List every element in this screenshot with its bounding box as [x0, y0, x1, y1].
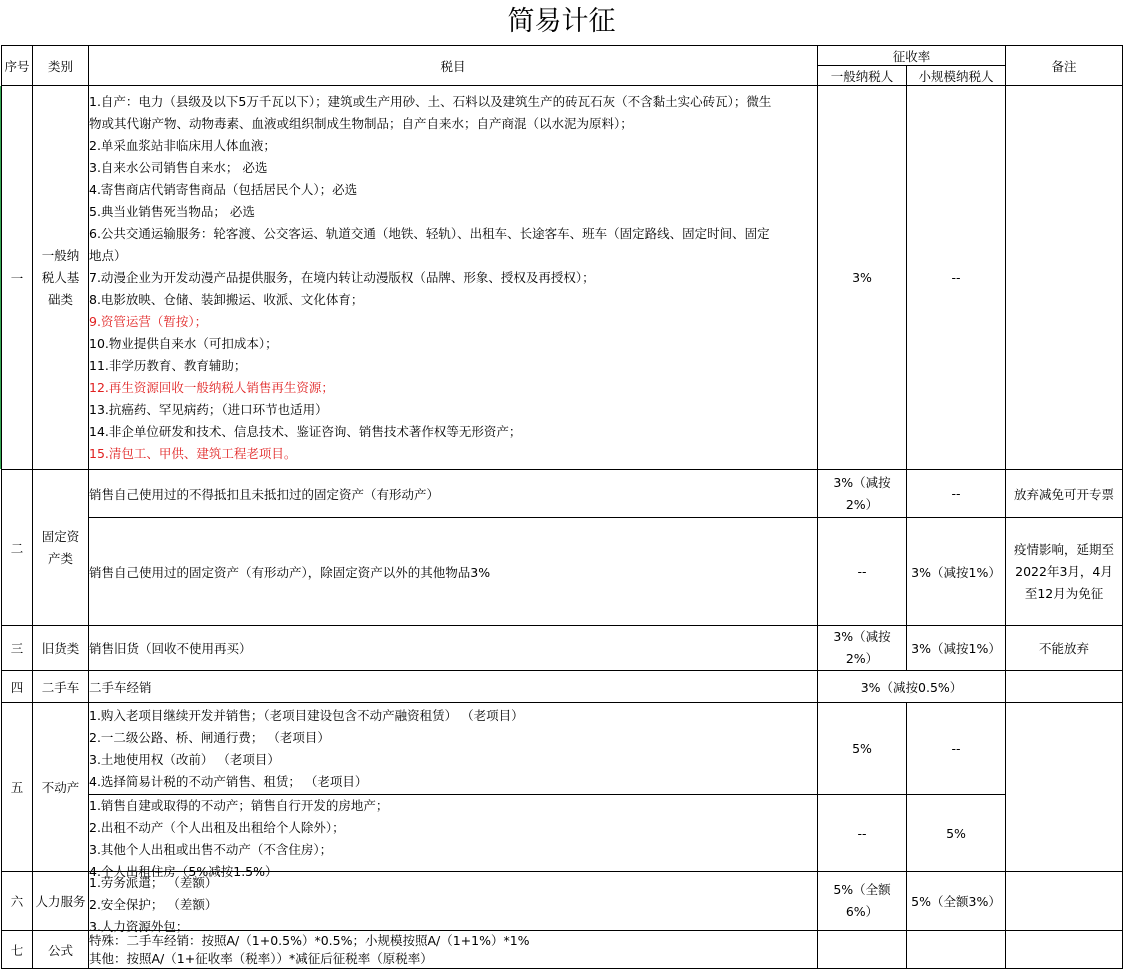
row1-small-rate[interactable]: -- — [907, 86, 1006, 470]
row5a-line-2: 2.一二级公路、桥、闸通行费； （老项目） — [89, 729, 330, 745]
row6-line-3: 3.人力资源外包； — [89, 919, 189, 934]
row1-line-11: 9.资管运营（暂按）； — [89, 313, 208, 329]
row5a-line-1: 1.购入老项目继续开发并销售；（老项目建设包含不动产融资租赁） （老项目） — [89, 707, 524, 723]
row1-line-12: 10.物业提供自来水（可扣成本）； — [89, 335, 278, 351]
row6-category[interactable]: 人力服务 — [33, 872, 89, 931]
row5a-line-3: 3.土地使用权（改前） （老项目） — [89, 751, 280, 767]
row1-general-rate[interactable]: 3% — [818, 86, 907, 470]
row2a-item[interactable]: 销售自己使用过的不得抵扣且未抵扣过的固定资产（有形动产） — [89, 470, 818, 518]
row1-line-9: 7.动漫企业为开发动漫产品提供服务，在境内转让动漫版权（品牌、形象、授权及再授权）； — [89, 269, 595, 285]
row4-seq[interactable]: 四 — [2, 671, 33, 703]
row2b-general-rate[interactable]: -- — [818, 518, 907, 626]
row1-line-15: 13.抗癌药、罕见病药；（进口环节也适用） — [89, 401, 328, 417]
row6-items[interactable] — [89, 872, 818, 934]
row2b-item[interactable]: 销售自己使用过的固定资产（有形动产），除固定资产以外的其他物品3% — [89, 518, 818, 626]
row5b-line-2: 2.出租不动产（个人出租及出租给个人除外）； — [89, 820, 345, 835]
row3-small-rate[interactable]: 3%（减按1%） — [907, 626, 1006, 671]
row7-remark[interactable] — [1006, 931, 1123, 969]
row5b-items[interactable] — [89, 795, 818, 879]
row7-small-rate[interactable] — [907, 931, 1006, 969]
row3-general-rate-line2: 2%） — [845, 651, 879, 666]
row2-category-text: 固定资产类 — [41, 528, 80, 566]
row6-line-2: 2.安全保护； （差额） — [89, 897, 218, 912]
row4-item[interactable]: 二手车经销 — [89, 671, 818, 703]
row5b-general-rate[interactable]: -- — [818, 795, 907, 872]
row1-line-8: 地点） — [89, 247, 127, 263]
row7-line-2: 其他：按照A/（1+征收率（税率））*减征后征税率（原税率） — [89, 950, 433, 966]
row1-line-1: 1.自产：电力（县级及以下5万千瓦以下）；建筑或生产用砂、土、石料以及建筑生产的砖瓦石灰（不含黏土实心砖瓦）；微生 — [89, 93, 772, 109]
row1-remark[interactable] — [1006, 86, 1123, 470]
row2b-remark-line3: 至12月为免征 — [1024, 585, 1104, 601]
row5a-items[interactable] — [89, 703, 818, 795]
row5-seq[interactable]: 五 — [2, 703, 33, 872]
row5b-line-3: 3.其他个人出租或出售不动产（不含住房）； — [89, 842, 333, 857]
row1-line-5: 4.寄售商店代销寄售商品（包括居民个人）；必选 — [89, 181, 358, 197]
row4-category[interactable]: 二手车 — [33, 671, 89, 703]
row1-line-14: 12.再生资源回收一般纳税人销售再生资源； — [89, 379, 334, 395]
row7-formula[interactable] — [89, 931, 818, 969]
row7-general-rate[interactable] — [818, 931, 907, 969]
row1-category[interactable] — [33, 86, 89, 470]
row2-category[interactable] — [33, 470, 89, 626]
header-general-taxpayer[interactable]: 一般纳税人 — [818, 66, 907, 86]
row3-remark[interactable]: 不能放弃 — [1006, 626, 1123, 671]
row6-line-1: 1.劳务派遣； （差额） — [89, 875, 218, 890]
sheet-title: 简易计征 — [507, 6, 616, 37]
row2b-remark-line1: 疫情影响，延期至 — [1014, 541, 1115, 557]
row2a-general-rate-line2: 2%） — [845, 496, 879, 512]
header-category[interactable]: 类别 — [33, 46, 89, 86]
row5b-small-rate[interactable]: 5% — [907, 795, 1006, 872]
row6-small-rate[interactable]: 5%（全额3%） — [907, 872, 1006, 931]
header-item[interactable]: 税目 — [89, 46, 818, 86]
row1-line-7: 6.公共交通运输服务：轮客渡、公交客运、轨道交通（地铁、轻轨）、出租车、长途客车、班车（固定路线、固定时间、固定 — [89, 225, 770, 241]
row2b-remark-line2: 2022年3月，4月 — [1015, 563, 1113, 579]
row5b-line-1: 1.销售自建或取得的不动产；销售自行开发的房地产； — [89, 798, 389, 813]
row5a-small-rate[interactable]: -- — [907, 703, 1006, 795]
row3-category[interactable]: 旧货类 — [33, 626, 89, 671]
row5a-line-4: 4.选择简易计税的不动产销售、租赁； （老项目） — [89, 773, 368, 789]
row2-seq[interactable]: 二 — [2, 470, 33, 626]
row4-remark[interactable] — [1006, 671, 1123, 703]
row1-category-text: 一般纳税人基础类 — [41, 247, 80, 307]
row6-seq[interactable]: 六 — [2, 872, 33, 931]
row2b-small-rate[interactable]: 3%（减按1%） — [907, 518, 1006, 626]
row1-line-3: 2.单采血浆站非临床用人体血液； — [89, 137, 276, 153]
row7-line-1: 特殊：二手车经销：按照A/（1+0.5%）*0.5%；小规模按照A/（1+1%）*1% — [89, 932, 530, 948]
row1-items[interactable] — [89, 86, 818, 470]
row5a-general-rate[interactable]: 5% — [818, 703, 907, 795]
row5b-line-4: 4.个人出租住房（5%减按1.5%） — [89, 864, 278, 879]
row3-seq[interactable]: 三 — [2, 626, 33, 671]
header-small-taxpayer[interactable]: 小规模纳税人 — [907, 66, 1006, 86]
header-seq[interactable]: 序号 — [2, 46, 33, 86]
row6-general-rate-line1: 5%（全额 — [833, 882, 891, 897]
row6-remark[interactable] — [1006, 872, 1123, 931]
row1-line-16: 14.非企单位研发和技术、信息技术、鉴证咨询、销售技术著作权等无形资产； — [89, 423, 522, 439]
row2a-general-rate-line1: 3%（减按 — [833, 474, 891, 490]
row2a-remark[interactable]: 放弃减免可开专票 — [1006, 470, 1123, 518]
row1-seq[interactable]: 一 — [2, 86, 33, 470]
row6-general-rate[interactable] — [818, 872, 907, 931]
row1-line-13: 11.非学历教育、教育辅助； — [89, 357, 247, 373]
row1-line-17: 15.清包工、甲供、建筑工程老项目。 — [89, 445, 297, 461]
tax-table — [1, 45, 1123, 969]
row7-seq[interactable]: 七 — [2, 931, 33, 969]
row3-item[interactable]: 销售旧货（回收不使用再买） — [89, 626, 818, 671]
row1-line-4: 3.自来水公司销售自来水； 必选 — [89, 159, 268, 175]
row5-remark[interactable] — [1006, 703, 1123, 872]
row5-category[interactable]: 不动产 — [33, 703, 89, 872]
row3-general-rate[interactable] — [818, 626, 907, 671]
row3-general-rate-line1: 3%（减按 — [833, 629, 891, 644]
header-remark[interactable]: 备注 — [1006, 46, 1123, 86]
row1-line-6: 5.典当业销售死当物品； 必选 — [89, 203, 255, 219]
row1-line-2: 物或其代谢产物、动物毒素、血液或组织制成生物制品；自产自来水；自产商混（以水泥为原料）； — [89, 115, 633, 131]
row1-line-10: 8.电影放映、仓储、装卸搬运、收派、文化体育； — [89, 291, 364, 307]
row2b-remark[interactable] — [1006, 518, 1123, 626]
header-rate-group[interactable]: 征收率 — [818, 46, 1006, 66]
row4-rate[interactable]: 3%（减按0.5%） — [818, 671, 1006, 703]
row6-general-rate-line2: 6%） — [845, 904, 879, 919]
row2a-general-rate[interactable] — [818, 470, 907, 518]
row2a-small-rate[interactable]: -- — [907, 470, 1006, 518]
row7-category[interactable]: 公式 — [33, 931, 89, 969]
